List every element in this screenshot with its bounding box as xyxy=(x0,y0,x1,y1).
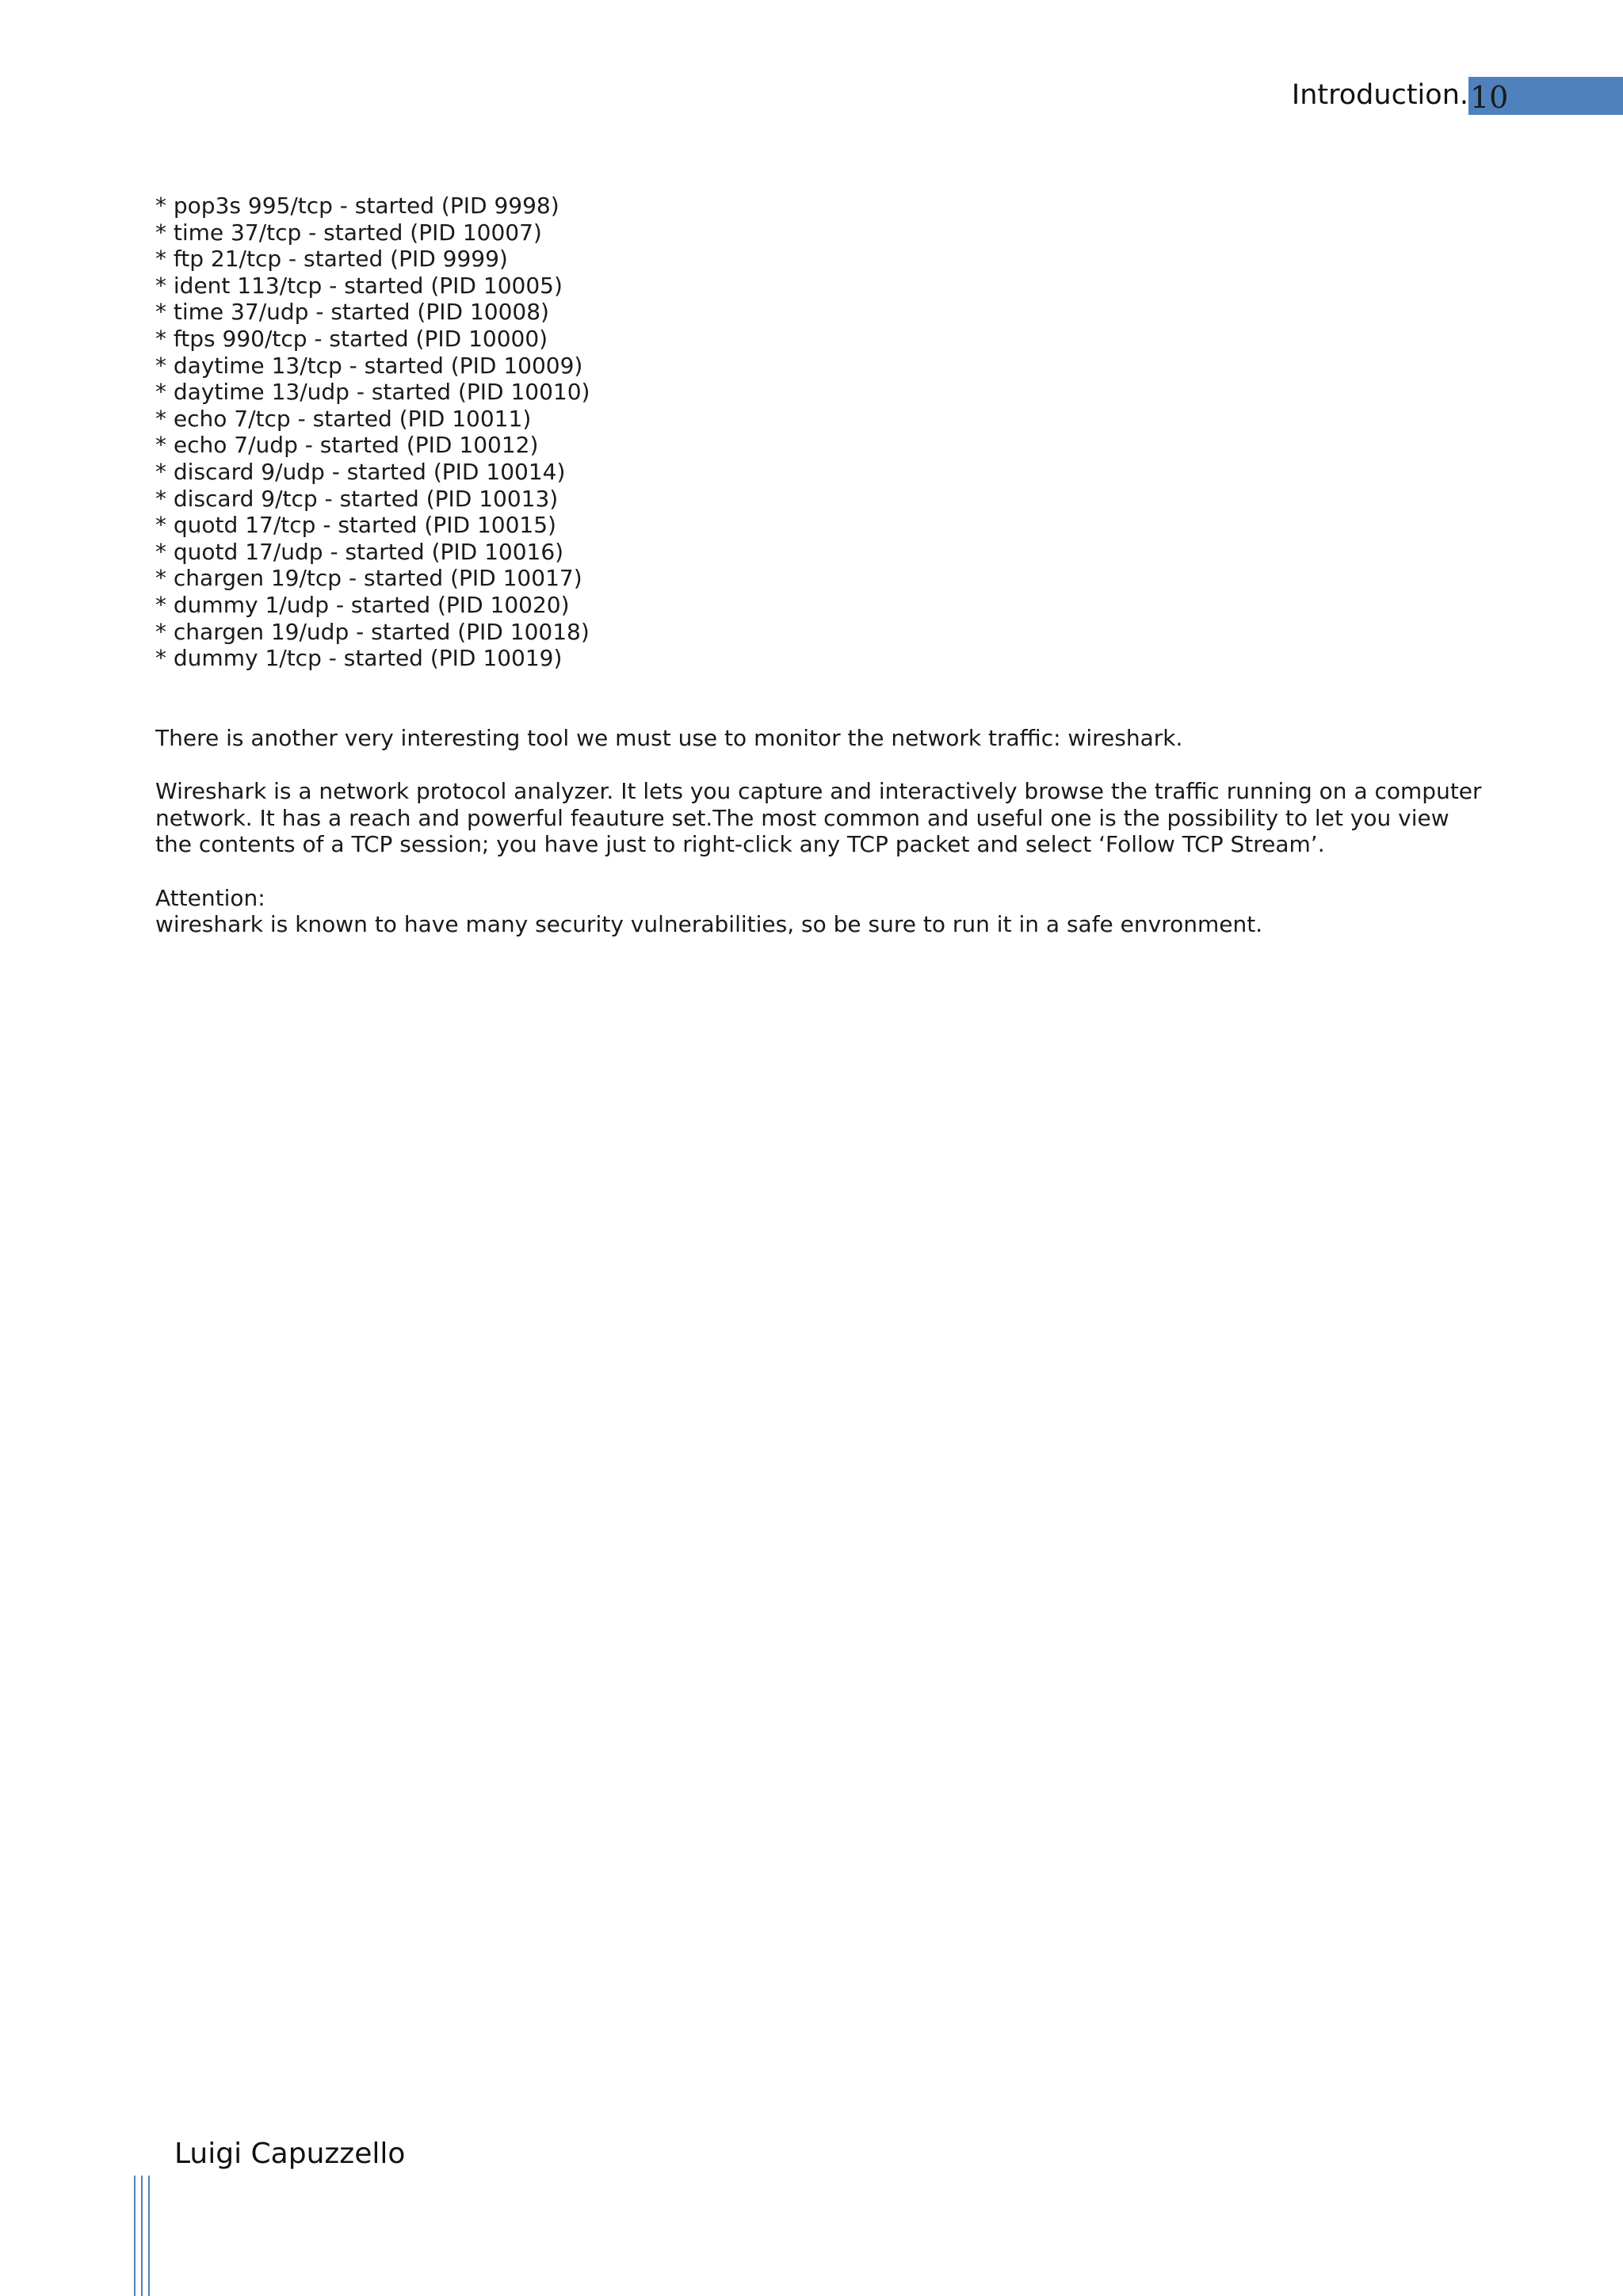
list-item: * dummy 1/tcp - started (PID 10019) xyxy=(155,645,563,672)
list-item: * time 37/udp - started (PID 10008) xyxy=(155,299,549,326)
service-list xyxy=(155,193,590,672)
attention-text: wireshark is known to have many security vulnerabilities, so be sure to run it in a safe envronment. xyxy=(155,911,1263,937)
page-number: 10 xyxy=(1470,80,1509,115)
list-item: * daytime 13/udp - started (PID 10010) xyxy=(155,379,590,406)
list-item: * ftp 21/tcp - started (PID 9999) xyxy=(155,246,508,273)
wireshark-description: Wireshark is a network protocol analyzer. It lets you capture and interactively browse the traffic running on a computer network. It has a reach and powerful feauture set.The most common and useful one is the possibility to let you view the contents of a TCP session; you have just to right-click any TCP packet and select ‘Follow TCP Stream’. xyxy=(155,778,1482,858)
footer-line xyxy=(148,2176,150,2296)
list-item: * chargen 19/udp - started (PID 10018) xyxy=(155,618,590,645)
list-item: * discard 9/udp - started (PID 10014) xyxy=(155,458,566,485)
list-item: * daytime 13/tcp - started (PID 10009) xyxy=(155,352,583,379)
list-item: * dummy 1/udp - started (PID 10020) xyxy=(155,591,570,618)
list-item: * pop3s 995/tcp - started (PID 9998) xyxy=(155,193,559,219)
header-title: Introduction. xyxy=(1291,79,1468,111)
list-item: * chargen 19/tcp - started (PID 10017) xyxy=(155,565,582,592)
list-item: * echo 7/udp - started (PID 10012) xyxy=(155,432,539,459)
footer-decorative-lines xyxy=(134,2176,155,2296)
list-item: * quotd 17/tcp - started (PID 10015) xyxy=(155,512,556,539)
list-item: * time 37/tcp - started (PID 10007) xyxy=(155,219,542,246)
author-name: Luigi Capuzzello xyxy=(174,2138,406,2170)
list-item: * quotd 17/udp - started (PID 10016) xyxy=(155,538,564,565)
footer-line xyxy=(134,2176,136,2296)
intro-paragraph: There is another very interesting tool we must use to monitor the network traffic: wireshark. xyxy=(155,725,1183,751)
list-item: * echo 7/tcp - started (PID 10011) xyxy=(155,405,532,432)
list-item: * ident 113/tcp - started (PID 10005) xyxy=(155,272,563,299)
list-item: * discard 9/tcp - started (PID 10013) xyxy=(155,485,559,512)
footer-line xyxy=(141,2176,143,2296)
list-item: * ftps 990/tcp - started (PID 10000) xyxy=(155,325,548,352)
attention-label: Attention: xyxy=(155,885,265,911)
